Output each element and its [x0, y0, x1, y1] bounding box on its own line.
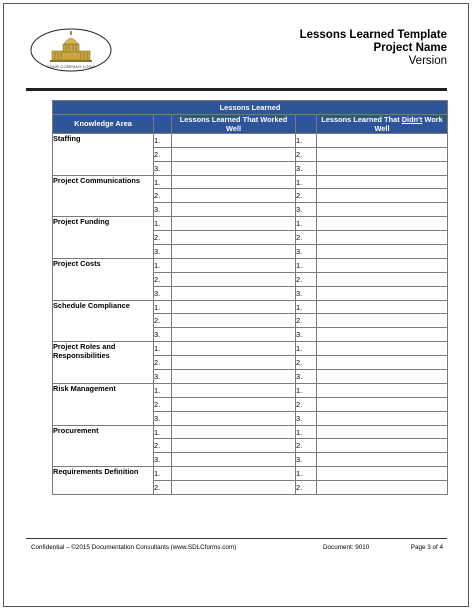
didnt-work-well-entry-cell[interactable] — [317, 217, 448, 231]
worked-well-entry-cell[interactable] — [172, 481, 296, 495]
didnt-work-well-entry-cell[interactable] — [317, 370, 448, 384]
didnt-work-well-entry-cell[interactable] — [317, 161, 448, 175]
worked-well-entry-cell[interactable] — [172, 231, 296, 245]
knowledge-area-label: Project Costs — [53, 258, 154, 300]
didnt-work-well-entry-cell[interactable] — [317, 481, 448, 495]
worked-well-item-number: 3. — [154, 161, 172, 175]
worked-well-item-number: 1. — [154, 217, 172, 231]
table-row — [53, 342, 448, 356]
footer-page-number: Page 3 of 4 — [410, 544, 443, 551]
table-row — [53, 467, 448, 481]
worked-well-item-number: 2. — [154, 481, 172, 495]
worked-well-item-number: 1. — [154, 133, 172, 147]
worked-well-entry-cell[interactable] — [172, 453, 296, 467]
didnt-work-well-item-number: 2. — [296, 356, 317, 370]
didnt-work-well-entry-cell[interactable] — [317, 411, 448, 425]
didnt-work-well-item-number: 3. — [296, 203, 317, 217]
didnt-work-well-entry-cell[interactable] — [317, 258, 448, 272]
worked-well-entry-cell[interactable] — [172, 147, 296, 161]
worked-well-item-number: 1. — [154, 175, 172, 189]
didnt-work-well-entry-cell[interactable] — [317, 272, 448, 286]
worked-well-item-number: 2. — [154, 356, 172, 370]
worked-well-entry-cell[interactable] — [172, 175, 296, 189]
worked-well-item-number: 1. — [154, 258, 172, 272]
didnt-work-well-item-number: 3. — [296, 286, 317, 300]
didnt-work-well-item-number: 2. — [296, 272, 317, 286]
column-header-worked-well: Lessons Learned That Worked Well — [172, 114, 296, 133]
logo-text: YOUR COMPANY LOGO — [46, 64, 96, 69]
worked-well-entry-cell[interactable] — [172, 272, 296, 286]
worked-well-item-number: 3. — [154, 370, 172, 384]
version: Version — [408, 55, 447, 67]
didnt-work-well-entry-cell[interactable] — [317, 300, 448, 314]
didnt-work-well-item-number: 3. — [296, 245, 317, 259]
didnt-work-well-item-number: 1. — [296, 175, 317, 189]
table-row — [53, 258, 448, 272]
worked-well-entry-cell[interactable] — [172, 342, 296, 356]
column-header-didnt-work-well: Lessons Learned That Didn't Work Well — [317, 114, 448, 133]
didnt-work-well-item-number: 2. — [296, 314, 317, 328]
lessons-learned-table — [52, 100, 448, 495]
didnt-work-well-entry-cell[interactable] — [317, 203, 448, 217]
worked-well-entry-cell[interactable] — [172, 203, 296, 217]
worked-well-entry-cell[interactable] — [172, 286, 296, 300]
didnt-work-well-entry-cell[interactable] — [317, 245, 448, 259]
worked-well-entry-cell[interactable] — [172, 439, 296, 453]
worked-well-entry-cell[interactable] — [172, 300, 296, 314]
company-logo — [30, 27, 112, 75]
didnt-work-well-entry-cell[interactable] — [317, 453, 448, 467]
document-header — [300, 29, 447, 68]
didnt-work-well-item-number: 3. — [296, 453, 317, 467]
worked-well-entry-cell[interactable] — [172, 217, 296, 231]
worked-well-item-number: 3. — [154, 245, 172, 259]
worked-well-entry-cell[interactable] — [172, 161, 296, 175]
column-header-spacer — [296, 114, 317, 133]
didnt-work-well-entry-cell[interactable] — [317, 314, 448, 328]
knowledge-area-label: Procurement — [53, 425, 154, 467]
didnt-work-well-item-number: 1. — [296, 342, 317, 356]
worked-well-entry-cell[interactable] — [172, 133, 296, 147]
worked-well-item-number: 2. — [154, 314, 172, 328]
table-title: Lessons Learned — [53, 101, 448, 115]
worked-well-entry-cell[interactable] — [172, 425, 296, 439]
table-body — [53, 133, 448, 494]
knowledge-area-label: Project Communications — [53, 175, 154, 217]
didnt-work-well-item-number: 3. — [296, 411, 317, 425]
didnt-work-well-item-number: 1. — [296, 425, 317, 439]
didnt-work-well-entry-cell[interactable] — [317, 147, 448, 161]
didnt-work-well-item-number: 2. — [296, 397, 317, 411]
didnt-work-well-entry-cell[interactable] — [317, 342, 448, 356]
worked-well-item-number: 3. — [154, 203, 172, 217]
table-row — [53, 217, 448, 231]
didnt-work-well-item-number: 1. — [296, 467, 317, 481]
worked-well-entry-cell[interactable] — [172, 189, 296, 203]
worked-well-entry-cell[interactable] — [172, 258, 296, 272]
worked-well-item-number: 2. — [154, 272, 172, 286]
didnt-work-well-item-number: 1. — [296, 217, 317, 231]
didnt-work-well-item-number: 3. — [296, 161, 317, 175]
didnt-work-well-entry-cell[interactable] — [317, 356, 448, 370]
didnt-work-well-entry-cell[interactable] — [317, 439, 448, 453]
column-header-knowledge-area: Knowledge Area — [53, 114, 154, 133]
worked-well-entry-cell[interactable] — [172, 467, 296, 481]
didnt-work-well-entry-cell[interactable] — [317, 133, 448, 147]
didnt-work-well-item-number: 1. — [296, 300, 317, 314]
didnt-work-well-item-number: 2. — [296, 231, 317, 245]
worked-well-item-number: 2. — [154, 397, 172, 411]
knowledge-area-label: Staffing — [53, 133, 154, 175]
worked-well-item-number: 2. — [154, 439, 172, 453]
worked-well-item-number: 1. — [154, 300, 172, 314]
didnt-work-well-entry-cell[interactable] — [317, 328, 448, 342]
worked-well-entry-cell[interactable] — [172, 328, 296, 342]
worked-well-item-number: 1. — [154, 342, 172, 356]
didnt-work-well-item-number: 1. — [296, 383, 317, 397]
didnt-work-well-entry-cell[interactable] — [317, 189, 448, 203]
knowledge-area-label: Project Funding — [53, 217, 154, 259]
worked-well-item-number: 3. — [154, 286, 172, 300]
worked-well-entry-cell[interactable] — [172, 397, 296, 411]
table-row — [53, 175, 448, 189]
didnt-work-well-entry-cell[interactable] — [317, 383, 448, 397]
didnt-work-well-item-number: 2. — [296, 439, 317, 453]
footer-confidential: Confidential – ©2015 Documentation Consultants (www.SDLCforms.com) — [31, 544, 237, 551]
worked-well-item-number: 3. — [154, 453, 172, 467]
table-row — [53, 133, 448, 147]
worked-well-item-number: 2. — [154, 231, 172, 245]
project-name: Project Name — [373, 42, 447, 54]
worked-well-item-number: 3. — [154, 411, 172, 425]
header-rule — [26, 88, 447, 91]
didnt-work-well-item-number: 3. — [296, 370, 317, 384]
table-row — [53, 300, 448, 314]
document-title: Lessons Learned Template — [299, 29, 447, 41]
didnt-work-well-entry-cell[interactable] — [317, 467, 448, 481]
didnt-work-well-entry-cell[interactable] — [317, 175, 448, 189]
didnt-work-well-item-number: 2. — [296, 189, 317, 203]
worked-well-entry-cell[interactable] — [172, 356, 296, 370]
worked-well-entry-cell[interactable] — [172, 370, 296, 384]
didnt-work-well-item-number: 3. — [296, 328, 317, 342]
worked-well-item-number: 1. — [154, 383, 172, 397]
table-row — [53, 383, 448, 397]
column-header-spacer — [154, 114, 172, 133]
worked-well-entry-cell[interactable] — [172, 411, 296, 425]
knowledge-area-label: Schedule Compliance — [53, 300, 154, 342]
didnt-work-well-item-number: 1. — [296, 133, 317, 147]
table-row — [53, 425, 448, 439]
footer-rule — [26, 538, 447, 539]
worked-well-item-number: 2. — [154, 189, 172, 203]
didnt-work-well-entry-cell[interactable] — [317, 231, 448, 245]
footer-document-number: Document: 9010 — [323, 544, 370, 551]
worked-well-entry-cell[interactable] — [172, 245, 296, 259]
didnt-work-well-item-number: 1. — [296, 258, 317, 272]
worked-well-item-number: 2. — [154, 147, 172, 161]
knowledge-area-label: Risk Management — [53, 383, 154, 425]
didnt-work-well-entry-cell[interactable] — [317, 286, 448, 300]
worked-well-item-number: 3. — [154, 328, 172, 342]
knowledge-area-label: Project Roles and Responsibilities — [53, 342, 154, 384]
didnt-work-well-item-number: 2. — [296, 147, 317, 161]
didnt-work-well-item-number: 2. — [296, 481, 317, 495]
didnt-work-well-entry-cell[interactable] — [317, 397, 448, 411]
worked-well-item-number: 1. — [154, 425, 172, 439]
didnt-work-well-entry-cell[interactable] — [317, 425, 448, 439]
worked-well-entry-cell[interactable] — [172, 314, 296, 328]
worked-well-entry-cell[interactable] — [172, 383, 296, 397]
worked-well-item-number: 1. — [154, 467, 172, 481]
knowledge-area-label: Requirements Definition — [53, 467, 154, 495]
